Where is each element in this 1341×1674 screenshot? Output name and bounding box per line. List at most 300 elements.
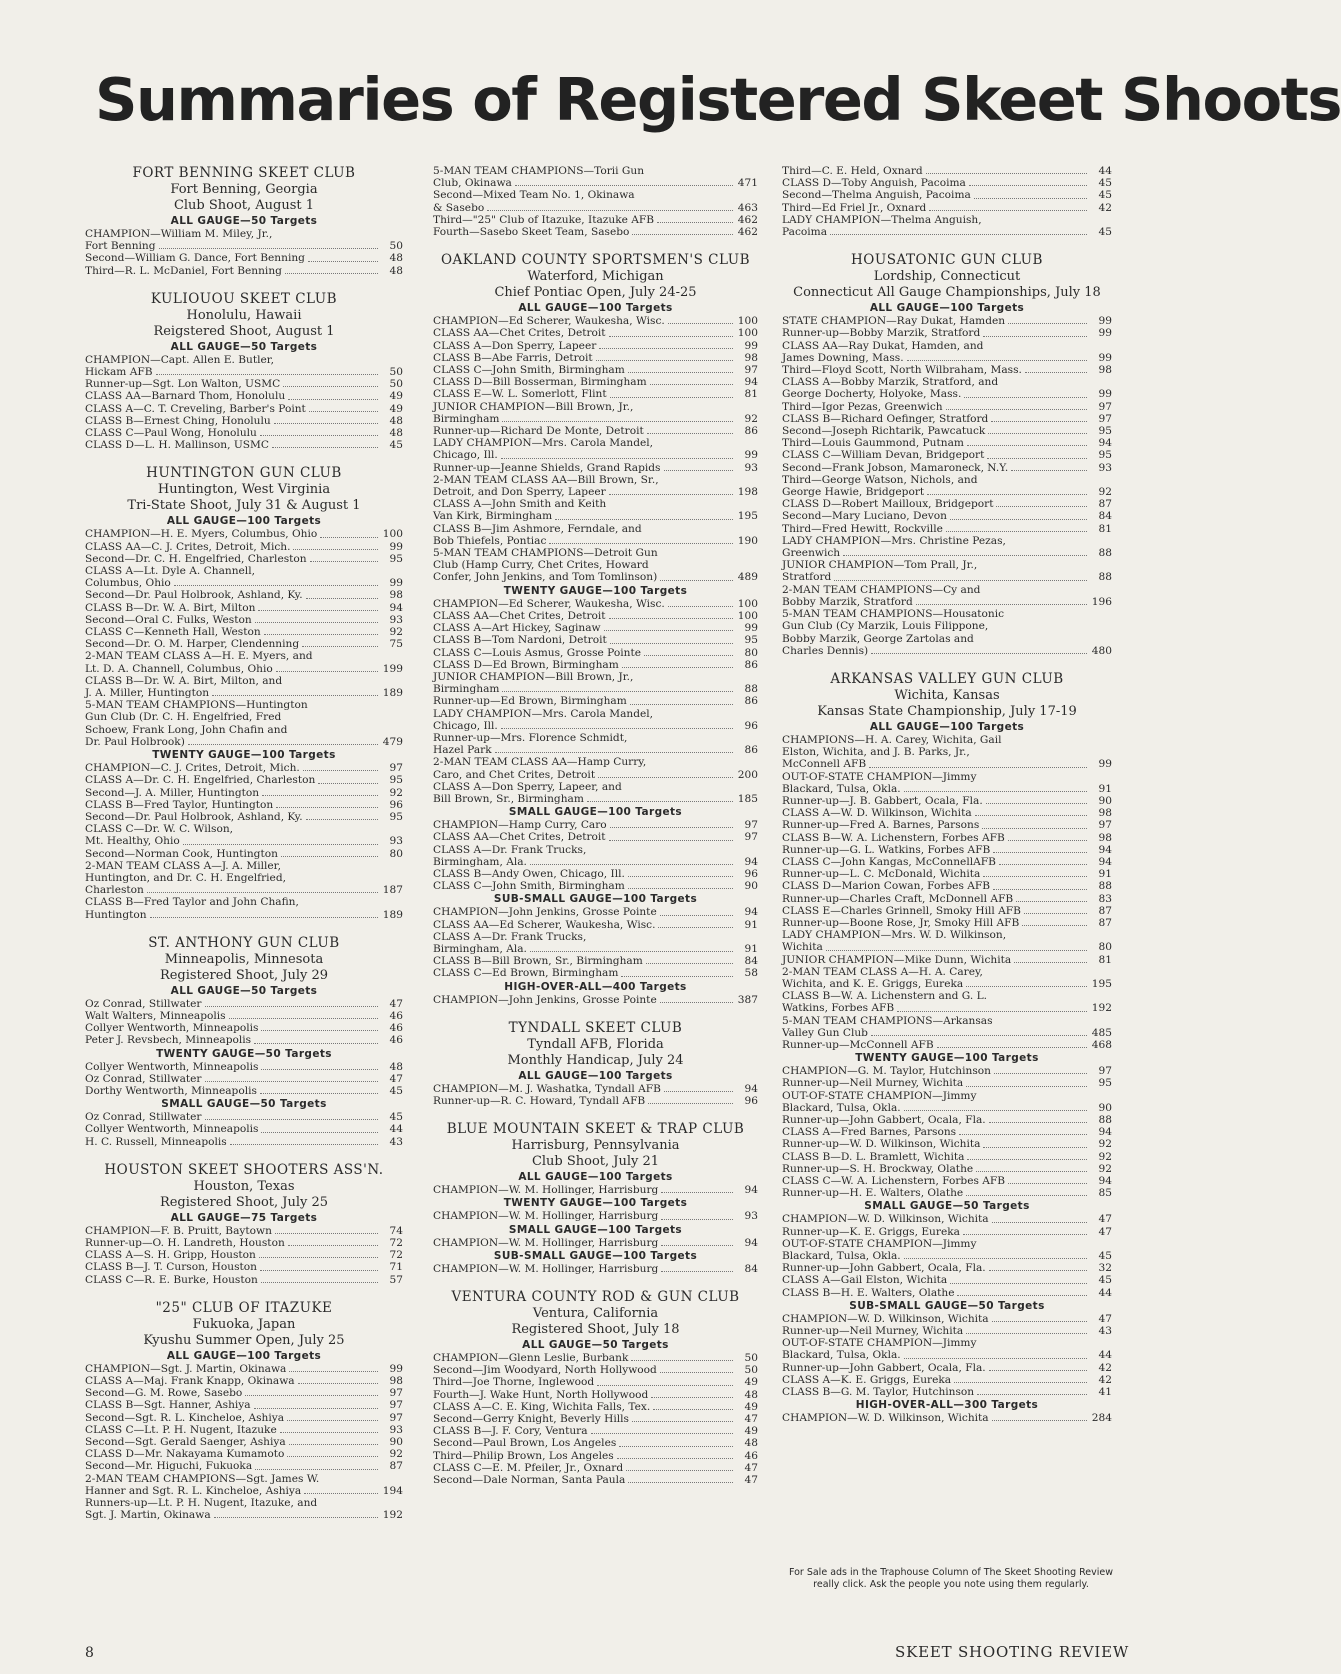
result-row xyxy=(433,831,758,843)
result-row xyxy=(782,1325,1112,1337)
result-name: Schoew, Frank Long, John Chafin and xyxy=(85,723,288,736)
dot-leader xyxy=(609,618,733,619)
result-score: 47 xyxy=(744,1474,758,1487)
result-row xyxy=(782,1065,1112,1077)
dot-leader xyxy=(830,234,1087,235)
dot-leader xyxy=(156,374,379,375)
page-number: 8 xyxy=(85,1645,94,1661)
result-name: CHAMPION—Ed Scherer, Waukesha, Wisc. xyxy=(433,315,665,328)
gauge-heading: TWENTY GAUGE—50 Targets xyxy=(156,1047,332,1060)
result-name: CLASS B—Bill Brown, Sr., Birmingham xyxy=(433,955,643,968)
result-score: 47 xyxy=(744,1413,758,1426)
result-score: 95 xyxy=(389,810,403,823)
result-score: 47 xyxy=(1098,1312,1112,1325)
event-title: Registered Shoot, July 29 xyxy=(159,967,329,983)
result-score: 92 xyxy=(1098,1138,1112,1151)
result-row xyxy=(782,917,1112,929)
result-name: Wichita xyxy=(782,941,823,954)
result-score: 45 xyxy=(1098,1274,1112,1287)
event-title: Registered Shoot, July 25 xyxy=(159,1194,329,1210)
result-score: 46 xyxy=(389,1022,403,1035)
result-row xyxy=(433,559,758,571)
result-row xyxy=(782,1102,1112,1114)
result-row xyxy=(433,315,758,327)
result-name: Blackard, Tulsa, Okla. xyxy=(782,1349,901,1362)
result-row xyxy=(433,683,758,695)
result-name: CLASS B—Sgt. Hanner, Ashiya xyxy=(85,1399,251,1412)
column-3 xyxy=(782,165,1112,1438)
result-name: Runner-up—Sgt. Lon Walton, USMC xyxy=(85,378,281,391)
result-row xyxy=(85,675,403,687)
result-row xyxy=(85,835,403,847)
dot-leader xyxy=(668,606,733,607)
dot-leader xyxy=(303,770,378,771)
result-name: & Sasebo xyxy=(433,201,485,214)
dot-leader xyxy=(272,447,378,448)
dot-leader xyxy=(993,852,1087,853)
result-score: 97 xyxy=(744,364,758,377)
event-title: Kansas State Championship, July 17-19 xyxy=(817,703,1077,719)
result-name: Runner-up—W. D. Wilkinson, Wichita xyxy=(782,1138,981,1151)
result-row xyxy=(433,376,758,388)
dot-leader xyxy=(229,1018,378,1019)
result-score: 199 xyxy=(382,662,403,675)
result-score: 100 xyxy=(737,327,758,340)
result-score: 45 xyxy=(389,1111,403,1124)
result-score: 95 xyxy=(744,634,758,647)
dot-leader xyxy=(609,336,733,337)
result-row xyxy=(782,1386,1112,1398)
dot-leader xyxy=(664,470,734,471)
result-score: 72 xyxy=(389,1236,403,1249)
result-score: 45 xyxy=(1098,177,1112,190)
result-row xyxy=(85,762,403,774)
result-name: CLASS AA—C. J. Crites, Detroit, Mich. xyxy=(85,540,291,553)
dot-leader xyxy=(276,671,378,672)
result-row xyxy=(85,1010,403,1022)
dot-leader xyxy=(501,728,733,729)
dot-leader xyxy=(621,976,733,977)
result-row xyxy=(782,734,1112,746)
result-score: 49 xyxy=(744,1376,758,1389)
result-row xyxy=(85,1022,403,1034)
result-row xyxy=(782,189,1112,201)
result-score: 93 xyxy=(389,1423,403,1436)
result-row xyxy=(85,602,403,614)
result-name: CLASS E—W. L. Somerlott, Flint xyxy=(433,388,607,401)
dot-leader xyxy=(982,828,1087,829)
result-row xyxy=(782,1077,1112,1089)
result-row xyxy=(85,699,403,711)
result-row xyxy=(85,541,403,553)
result-score: 97 xyxy=(389,1387,403,1400)
result-row xyxy=(782,905,1112,917)
result-row xyxy=(782,462,1112,474)
club-name: KULIOUOU SKEET CLUB xyxy=(150,290,338,307)
dot-leader xyxy=(604,630,733,631)
result-name: Charles Dennis) xyxy=(782,644,869,657)
result-score: 45 xyxy=(1098,226,1112,239)
club-name: TYNDALL SKEET CLUB xyxy=(508,1019,683,1036)
dot-leader xyxy=(871,1035,1087,1036)
result-row xyxy=(85,1473,403,1485)
result-name: CLASS A—Lt. Dyle A. Channell, xyxy=(85,565,255,578)
result-name: Third—Igor Pezas, Greenwich xyxy=(782,400,943,413)
result-row xyxy=(433,214,758,226)
dot-leader xyxy=(843,555,1087,556)
result-name: CHAMPION—H. E. Myers, Columbus, Ohio xyxy=(85,528,318,541)
dot-leader xyxy=(304,1493,378,1494)
result-score: 97 xyxy=(1098,819,1112,832)
result-row xyxy=(782,1163,1112,1175)
result-row xyxy=(782,795,1112,807)
result-row xyxy=(782,1213,1112,1225)
result-name: Columbus, Ohio xyxy=(85,577,171,590)
result-row xyxy=(433,919,758,931)
result-name: Second—Sgt. Gerald Saenger, Ashiya xyxy=(85,1436,286,1448)
result-row xyxy=(85,811,403,823)
result-score: 85 xyxy=(1098,1187,1112,1200)
result-score: 192 xyxy=(382,1509,403,1522)
result-name: CLASS C—John Smith, Birmingham xyxy=(433,880,625,893)
result-score: 99 xyxy=(1098,327,1112,340)
club-location: Houston, Texas xyxy=(193,1178,295,1194)
event-title: Chief Pontiac Open, July 24-25 xyxy=(494,285,697,301)
result-name: Huntington xyxy=(85,908,147,921)
result-name: Runner-up—G. L. Watkins, Forbes AFB xyxy=(782,843,991,856)
dot-leader xyxy=(991,421,1087,422)
result-row xyxy=(782,535,1112,547)
result-score: 92 xyxy=(389,626,403,639)
result-row xyxy=(85,1448,403,1460)
result-score: 71 xyxy=(389,1261,403,1274)
result-name: Club, Okinawa xyxy=(433,177,512,190)
result-name: 2-MAN TEAM CHAMPIONS—Sgt. James W. xyxy=(85,1472,320,1485)
result-score: 94 xyxy=(744,1184,758,1197)
result-name: J. A. Miller, Huntington xyxy=(85,687,210,700)
dot-leader xyxy=(1008,840,1087,841)
result-score: 91 xyxy=(744,918,758,931)
gauge-heading: HIGH-OVER-ALL—400 Targets xyxy=(504,980,687,993)
result-row xyxy=(433,1237,758,1249)
gauge-heading: ALL GAUGE—50 Targets xyxy=(170,215,318,227)
result-row xyxy=(85,1387,403,1399)
result-name: Birmingham, Ala. xyxy=(433,855,527,868)
dot-leader xyxy=(599,348,733,349)
result-row xyxy=(782,771,1112,783)
result-row xyxy=(433,401,758,413)
result-name: Second—Dale Norman, Santa Paula xyxy=(433,1474,626,1487)
result-row xyxy=(782,1039,1112,1051)
dot-leader xyxy=(927,494,1087,495)
result-score: 92 xyxy=(1098,1162,1112,1175)
gauge-heading: SMALL GAUGE—50 Targets xyxy=(864,1200,1030,1213)
result-name: CLASS D—Marion Cowan, Forbes AFB xyxy=(782,880,991,893)
dot-leader xyxy=(983,1147,1087,1148)
dot-leader xyxy=(261,1030,378,1031)
result-name: George Hawie, Bridgeport xyxy=(782,486,925,499)
result-name: Second—Gerry Knight, Beverly Hills xyxy=(433,1413,629,1426)
dot-leader xyxy=(957,1295,1087,1296)
dot-leader xyxy=(904,1258,1087,1259)
result-name: Second—Joseph Richtarik, Pawcatuck xyxy=(782,425,986,438)
club-name: HOUSTON SKEET SHOOTERS ASS'N. xyxy=(104,1161,384,1178)
result-score: 100 xyxy=(737,597,758,610)
result-name: CHAMPION—Ed Scherer, Waukesha, Wisc. xyxy=(433,597,665,610)
result-score: 97 xyxy=(744,819,758,832)
dot-leader xyxy=(986,803,1087,804)
result-name: Dr. Paul Holbrook) xyxy=(85,735,185,748)
result-score: 97 xyxy=(1098,400,1112,413)
result-name: Hickam AFB xyxy=(85,366,153,379)
result-row xyxy=(782,832,1112,844)
result-name: CLASS C—Dr. W. C. Wilson, xyxy=(85,823,234,836)
result-name: Bobby Marzik, Stratford xyxy=(782,595,913,608)
result-score: 192 xyxy=(1091,1002,1112,1015)
result-row xyxy=(782,758,1112,770)
result-row xyxy=(433,449,758,461)
dot-leader xyxy=(174,585,378,586)
dot-leader xyxy=(306,819,378,820)
dot-leader xyxy=(628,1482,733,1483)
result-name: Stratford xyxy=(782,571,832,584)
result-row xyxy=(782,364,1112,376)
result-name: Runner-up—S. H. Brockway, Olathe xyxy=(782,1162,974,1175)
dot-leader xyxy=(255,1469,378,1470)
dot-leader xyxy=(502,421,733,422)
result-row xyxy=(782,214,1112,226)
result-name: Detroit, and Don Sperry, Lapeer xyxy=(433,486,606,499)
dot-leader xyxy=(495,752,733,753)
traphouse-note: For Sale ads in the Traphouse Column of The Skeet Shooting Review really click. Ask the people you note using them regularly. xyxy=(788,1567,1114,1590)
result-name: CLASS A—John Smith and Keith xyxy=(433,498,607,511)
result-score: 81 xyxy=(1098,522,1112,535)
result-score: 99 xyxy=(1098,351,1112,364)
result-score: 100 xyxy=(737,609,758,622)
gauge-heading: TWENTY GAUGE—100 Targets xyxy=(855,1052,1039,1065)
result-name: CHAMPION—W. D. Wilkinson, Wichita xyxy=(782,1213,989,1226)
result-name: Second—Norman Cook, Huntington xyxy=(85,847,278,860)
dot-leader xyxy=(555,519,733,520)
result-name: CLASS B—Richard Oefinger, Stratford xyxy=(782,412,989,425)
result-score: 96 xyxy=(744,867,758,880)
dot-leader xyxy=(320,537,378,538)
result-score: 92 xyxy=(389,786,403,799)
dot-leader xyxy=(261,1132,378,1133)
result-name: Runner-up—K. E. Griggs, Eureka xyxy=(782,1225,960,1238)
result-row xyxy=(85,1061,403,1073)
dot-leader xyxy=(276,807,378,808)
result-score: 88 xyxy=(1098,1114,1112,1126)
result-name: CLASS D—Mr. Nakayama Kumamoto xyxy=(85,1448,285,1461)
result-score: 94 xyxy=(1098,1175,1112,1188)
event-title: Tri-State Shoot, July 31 & August 1 xyxy=(127,498,361,514)
dot-leader xyxy=(996,506,1087,507)
result-name: CHAMPION—Glenn Leslie, Burbank xyxy=(433,1352,629,1364)
result-score: 58 xyxy=(744,967,758,980)
dot-leader xyxy=(609,494,733,495)
result-row xyxy=(85,577,403,589)
dot-leader xyxy=(1025,372,1087,373)
result-name: CLASS B—Tom Nardoni, Detroit xyxy=(433,634,607,647)
club-block xyxy=(433,1289,758,1486)
result-score: 81 xyxy=(1098,953,1112,966)
result-score: 99 xyxy=(389,1362,403,1375)
dot-leader xyxy=(159,248,378,249)
result-row xyxy=(433,510,758,522)
result-row xyxy=(433,671,758,683)
dot-leader xyxy=(255,622,378,623)
result-name: Chicago, Ill. xyxy=(433,449,498,462)
dot-leader xyxy=(946,531,1087,532)
result-row xyxy=(85,1073,403,1085)
result-name: Fourth—Sasebo Skeet Team, Sasebo xyxy=(433,226,630,239)
result-score: 44 xyxy=(1098,1349,1112,1362)
result-row xyxy=(85,1249,403,1261)
result-score: 93 xyxy=(389,835,403,848)
result-score: 44 xyxy=(389,1123,403,1136)
result-row xyxy=(782,608,1112,620)
result-row xyxy=(433,1376,758,1388)
result-score: 96 xyxy=(744,1094,758,1107)
result-score: 98 xyxy=(1098,364,1112,377)
result-name: 2-MAN TEAM CLASS AA—Hamp Curry, xyxy=(433,756,647,769)
dot-leader xyxy=(668,323,733,324)
result-row xyxy=(433,819,758,831)
dot-leader xyxy=(318,783,378,784)
result-row xyxy=(85,252,403,264)
dot-leader xyxy=(661,1245,733,1246)
dot-leader xyxy=(1008,323,1087,324)
dot-leader xyxy=(660,580,733,581)
result-name: CLASS C—Louis Asmus, Grosse Pointe xyxy=(433,646,641,659)
result-row xyxy=(85,1261,403,1273)
dot-leader xyxy=(904,791,1087,792)
club-location: Ventura, California xyxy=(532,1306,659,1321)
result-row xyxy=(85,614,403,626)
result-score: 99 xyxy=(744,339,758,352)
dot-leader xyxy=(950,1283,1087,1284)
dot-leader xyxy=(926,173,1087,174)
dot-leader xyxy=(628,888,733,889)
result-name: Wichita, and K. E. Griggs, Eureka xyxy=(782,977,964,990)
result-name: Second—Dr. Paul Holbrook, Ashland, Ky. xyxy=(85,810,303,823)
club-block xyxy=(782,165,1112,238)
club-block xyxy=(782,671,1112,1425)
result-name: CLASS A—K. E. Griggs, Eureka xyxy=(782,1373,952,1386)
result-row xyxy=(85,1225,403,1237)
result-name: CLASS B—Ernest Ching, Honolulu xyxy=(85,414,271,427)
result-row xyxy=(433,695,758,707)
result-row xyxy=(782,746,1112,758)
result-row xyxy=(85,1509,403,1521)
result-name: Bill Brown, Sr., Birmingham xyxy=(433,792,584,805)
result-name: CHAMPION—Hamp Curry, Caro xyxy=(433,819,607,832)
result-row xyxy=(433,486,758,498)
result-row xyxy=(782,966,1112,978)
result-name: Runner-up—H. E. Walters, Olathe xyxy=(782,1187,964,1200)
result-row xyxy=(782,807,1112,819)
result-name: Oz Conrad, Stillwater xyxy=(85,1111,202,1124)
result-row xyxy=(85,1436,403,1448)
event-title: Kyushu Summer Open, July 25 xyxy=(143,1332,345,1348)
result-name: H. C. Russell, Minneapolis xyxy=(85,1135,227,1148)
result-score: 94 xyxy=(744,1236,758,1249)
result-name: CLASS AA—Barnard Thom, Honolulu xyxy=(85,390,286,403)
result-row xyxy=(85,872,403,884)
result-row xyxy=(433,388,758,400)
gauge-heading: SUB-SMALL GAUGE—50 Targets xyxy=(849,1299,1045,1312)
result-name: JUNIOR CHAMPION—Bill Brown, Jr., xyxy=(433,670,634,683)
result-row xyxy=(782,327,1112,339)
dot-leader xyxy=(916,604,1087,605)
result-row xyxy=(782,868,1112,880)
result-row xyxy=(782,1313,1112,1325)
result-name: Second—Thelma Anguish, Pacoima xyxy=(782,189,971,202)
dot-leader xyxy=(258,610,378,611)
gauge-heading: SUB-SMALL GAUGE—100 Targets xyxy=(493,1249,698,1262)
result-score: 92 xyxy=(389,1448,403,1461)
result-name: Blackard, Tulsa, Okla. xyxy=(782,1101,901,1114)
dot-leader xyxy=(214,1517,378,1518)
result-score: 97 xyxy=(389,762,403,775)
result-score: 187 xyxy=(382,884,403,897)
dot-leader xyxy=(289,1444,378,1445)
gauge-heading: ALL GAUGE—100 Targets xyxy=(518,1069,673,1082)
club-block xyxy=(85,291,403,452)
dot-leader xyxy=(610,643,733,644)
result-row xyxy=(433,634,758,646)
dot-leader xyxy=(661,1271,733,1272)
result-row xyxy=(782,1262,1112,1274)
club-location: Harrisburg, Pennsylvania xyxy=(511,1138,680,1154)
dot-leader xyxy=(617,1458,733,1459)
result-name: CLASS A—S. H. Gripp, Houston xyxy=(85,1249,256,1262)
result-row xyxy=(433,352,758,364)
result-name: CLASS B—Fred Taylor and John Chafin, xyxy=(85,896,299,909)
result-row xyxy=(85,403,403,415)
dot-leader xyxy=(661,1219,733,1220)
result-row xyxy=(782,571,1112,583)
page-headline: Summaries of Registered Skeet Shoots xyxy=(95,65,1341,134)
result-name: CLASS A—Fred Barnes, Parsons xyxy=(782,1126,957,1139)
result-name: CHAMPION—F. B. Pruitt, Baytown xyxy=(85,1224,272,1237)
result-row xyxy=(782,633,1112,645)
dot-leader xyxy=(651,1397,733,1398)
result-name: Elston, Wichita, and J. B. Parks, Jr., xyxy=(782,746,970,759)
result-row xyxy=(85,687,403,699)
result-row xyxy=(782,1126,1112,1138)
dot-leader xyxy=(147,892,378,893)
result-row xyxy=(782,1226,1112,1238)
result-name: Birmingham xyxy=(433,683,500,696)
club-location: Lordship, Connecticut xyxy=(873,269,1021,285)
result-score: 75 xyxy=(389,638,403,651)
dot-leader xyxy=(261,1282,378,1283)
dot-leader xyxy=(967,1159,1087,1160)
result-name: Blackard, Tulsa, Okla. xyxy=(782,1250,901,1263)
result-score: 86 xyxy=(744,658,758,671)
result-score: 99 xyxy=(744,622,758,635)
result-row xyxy=(433,906,758,918)
result-score: 100 xyxy=(737,315,758,328)
dot-leader xyxy=(826,950,1087,951)
result-name: Third—Ed Friel Jr., Oxnard xyxy=(782,201,927,214)
result-name: CLASS D—Robert Mailloux, Bridgeport xyxy=(782,498,994,511)
result-score: 468 xyxy=(1091,1038,1112,1051)
gauge-heading: ALL GAUGE—50 Targets xyxy=(170,340,318,353)
result-name: 5-MAN TEAM CHAMPIONS—Detroit Gun xyxy=(433,547,658,560)
